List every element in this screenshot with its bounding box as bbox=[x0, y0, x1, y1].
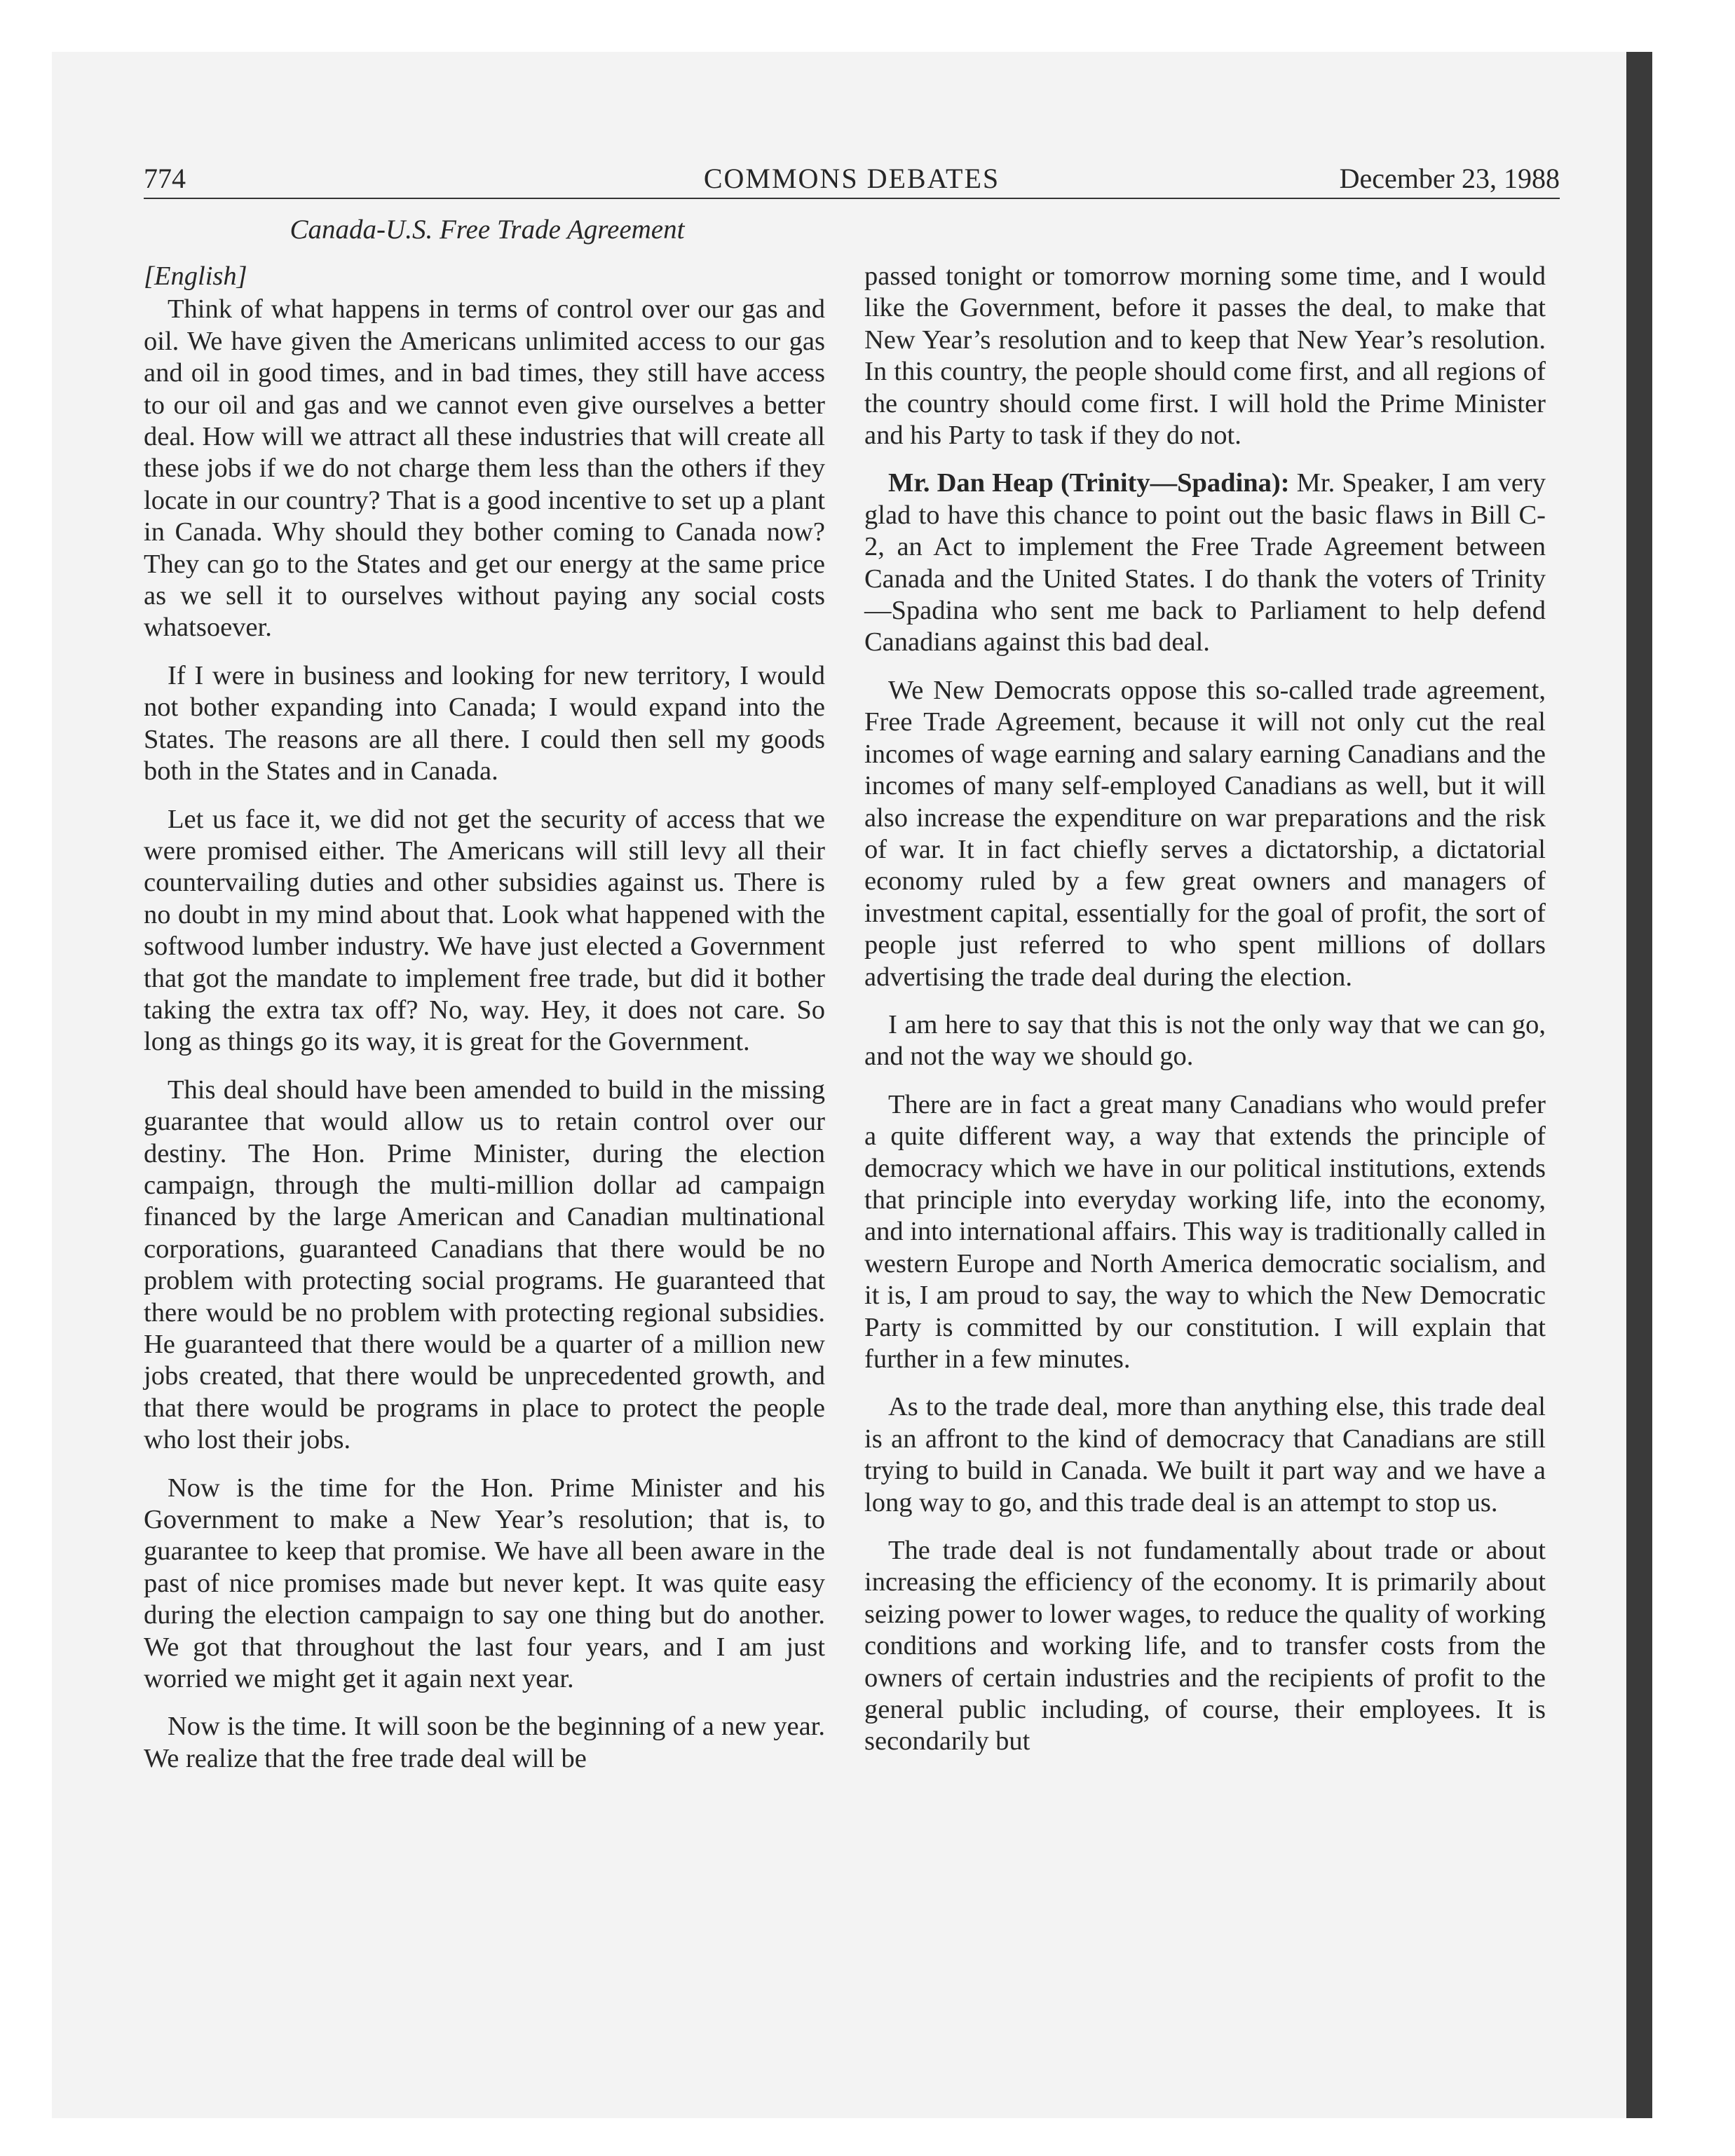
paragraph: Now is the time. It will soon be the beginning of a new year. We realize that the free trade deal will be bbox=[144, 1712, 825, 1773]
left-column bbox=[144, 261, 825, 1791]
paragraph: We New Democrats oppose this so-called trade agreement, Free Trade Agreement, because it will not only cut the real incomes of wage earning and salary earning Canadians and the incomes of many self-employed Canadians as well, but it will also increase the expenditure on war preparations and the risk of war. It in fact chiefly serves a dictatorship, a dictatorial economy ruled by a few great owners and managers of investment capital, essentially for the goal of profit, the sort of people just referred to who spent millions of dollars advertising the trade deal during the election. bbox=[864, 675, 1546, 992]
right-column bbox=[864, 261, 1546, 1774]
page-header bbox=[144, 163, 1560, 199]
speaker-paragraph bbox=[864, 468, 1546, 658]
paragraph: Let us face it, we did not get the security of access that we were promised either. The Americans will still levy all their countervailing duties and other subsidies against us. There is no doubt in my mind about that. Look what happened with the softwood lumber industry. We have just elected a Government that got the mandate to implement free trade, but did it bother taking the extra tax off? No, way. Hey, it does not care. So long as things go its way, it is great for the Government. bbox=[144, 804, 825, 1057]
scan-edge-shadow bbox=[1626, 52, 1652, 2118]
section-subheading: Canada-U.S. Free Trade Agreement bbox=[290, 214, 685, 245]
debate-date: December 23, 1988 bbox=[1339, 163, 1560, 194]
paragraph: Think of what happens in terms of control over our gas and oil. We have given the Americans unlimited access to our gas and oil in good times, and in bad times, they still have access to our oil and gas and we cannot even give ourselves a better deal. How will we attract all these industries that will create all these jobs if we do not charge them less than the others if they locate in our country? That is a good incentive to set up a plant in Canada. Why should they bother coming to Canada now? They can go to the States and get our energy at the same price as we sell it to ourselves without paying any social costs whatsoever. bbox=[144, 294, 825, 643]
paragraph: The trade deal is not fundamentally about trade or about increasing the efficiency of the economy. It is primarily about seizing power to lower wages, to reduce the quality of working conditions and working life, and to transfer costs from the owners of certain industries and the recipients of profit to the general public including, of course, their employees. It is secondarily but bbox=[864, 1536, 1546, 1756]
speaker-name: Mr. Dan Heap (Trinity—Spadina): bbox=[888, 468, 1290, 498]
language-tag: [English] bbox=[144, 261, 247, 291]
paragraph: I am here to say that this is not the only way that we can go, and not the way we should go. bbox=[864, 1009, 1546, 1072]
paragraph: Now is the time for the Hon. Prime Minister and his Government to make a New Year’s resolution; that is, to guarantee to keep that promise. We have all been aware in the past of nice promises made but never kept. It was quite easy during the election campaign to say one thing but do another. We got that throughout the last four years, and I am just worried we might get it again next year. bbox=[144, 1473, 825, 1694]
paragraph-continued: passed tonight or tomorrow morning some time, and I would like the Government, before it passes the deal, to make that New Year’s resolution and to keep that New Year’s resolution. In this country, the people should come first, and all regions of the country should come first. I will hold the Prime Minister and his Party to task if they do not. bbox=[864, 261, 1546, 451]
paragraph: There are in fact a great many Canadians who would prefer a quite different way, a way that extends the principle of democracy which we have in our political institutions, extends that principle into everyday working life, into the economy, and into international affairs. This way is traditionally called in western Europe and North America democratic socialism, and it is, I am proud to say, the way to which the New Democratic Party is committed by our constitution. I will explain that further in a few minutes. bbox=[864, 1089, 1546, 1374]
page-number: 774 bbox=[144, 163, 186, 194]
speaker-text: Mr. Speaker, I am very glad to have this chance to point out the basic flaws in Bill C-2, an Act to implement the Free Trade Agreement between Canada and the United States. I do thank the voters of Trinity—Spadina who sent me back to Parliament to help defend Canadians against this bad deal. bbox=[864, 468, 1546, 657]
paragraph: If I were in business and looking for new territory, I would not bother expanding into Canada; I would expand into the States. The reasons are all there. I could then sell my goods both in the States and in Canada. bbox=[144, 660, 825, 786]
paragraph: As to the trade deal, more than anything else, this trade deal is an affront to the kind of democracy that Canadians are still trying to build in Canada. We built it part way and we have a long way to go, and this trade deal is an attempt to stop us. bbox=[864, 1392, 1546, 1517]
paragraph: This deal should have been amended to build in the missing guarantee that would allow us to retain control over our destiny. The Hon. Prime Minister, during the election campaign, through the multi-million dollar ad campaign financed by the large American and Canadian multinational corporations, guaranteed Canadians that there would be no problem with protecting social programs. He guaranteed that there would be no problem with protecting regional subsidies. He guaranteed that there would be a quarter of a million new jobs created, that there would be unprecedented growth, and that there would be programs in place to protect the people who lost their jobs. bbox=[144, 1074, 825, 1455]
journal-title: COMMONS DEBATES bbox=[703, 163, 1000, 194]
